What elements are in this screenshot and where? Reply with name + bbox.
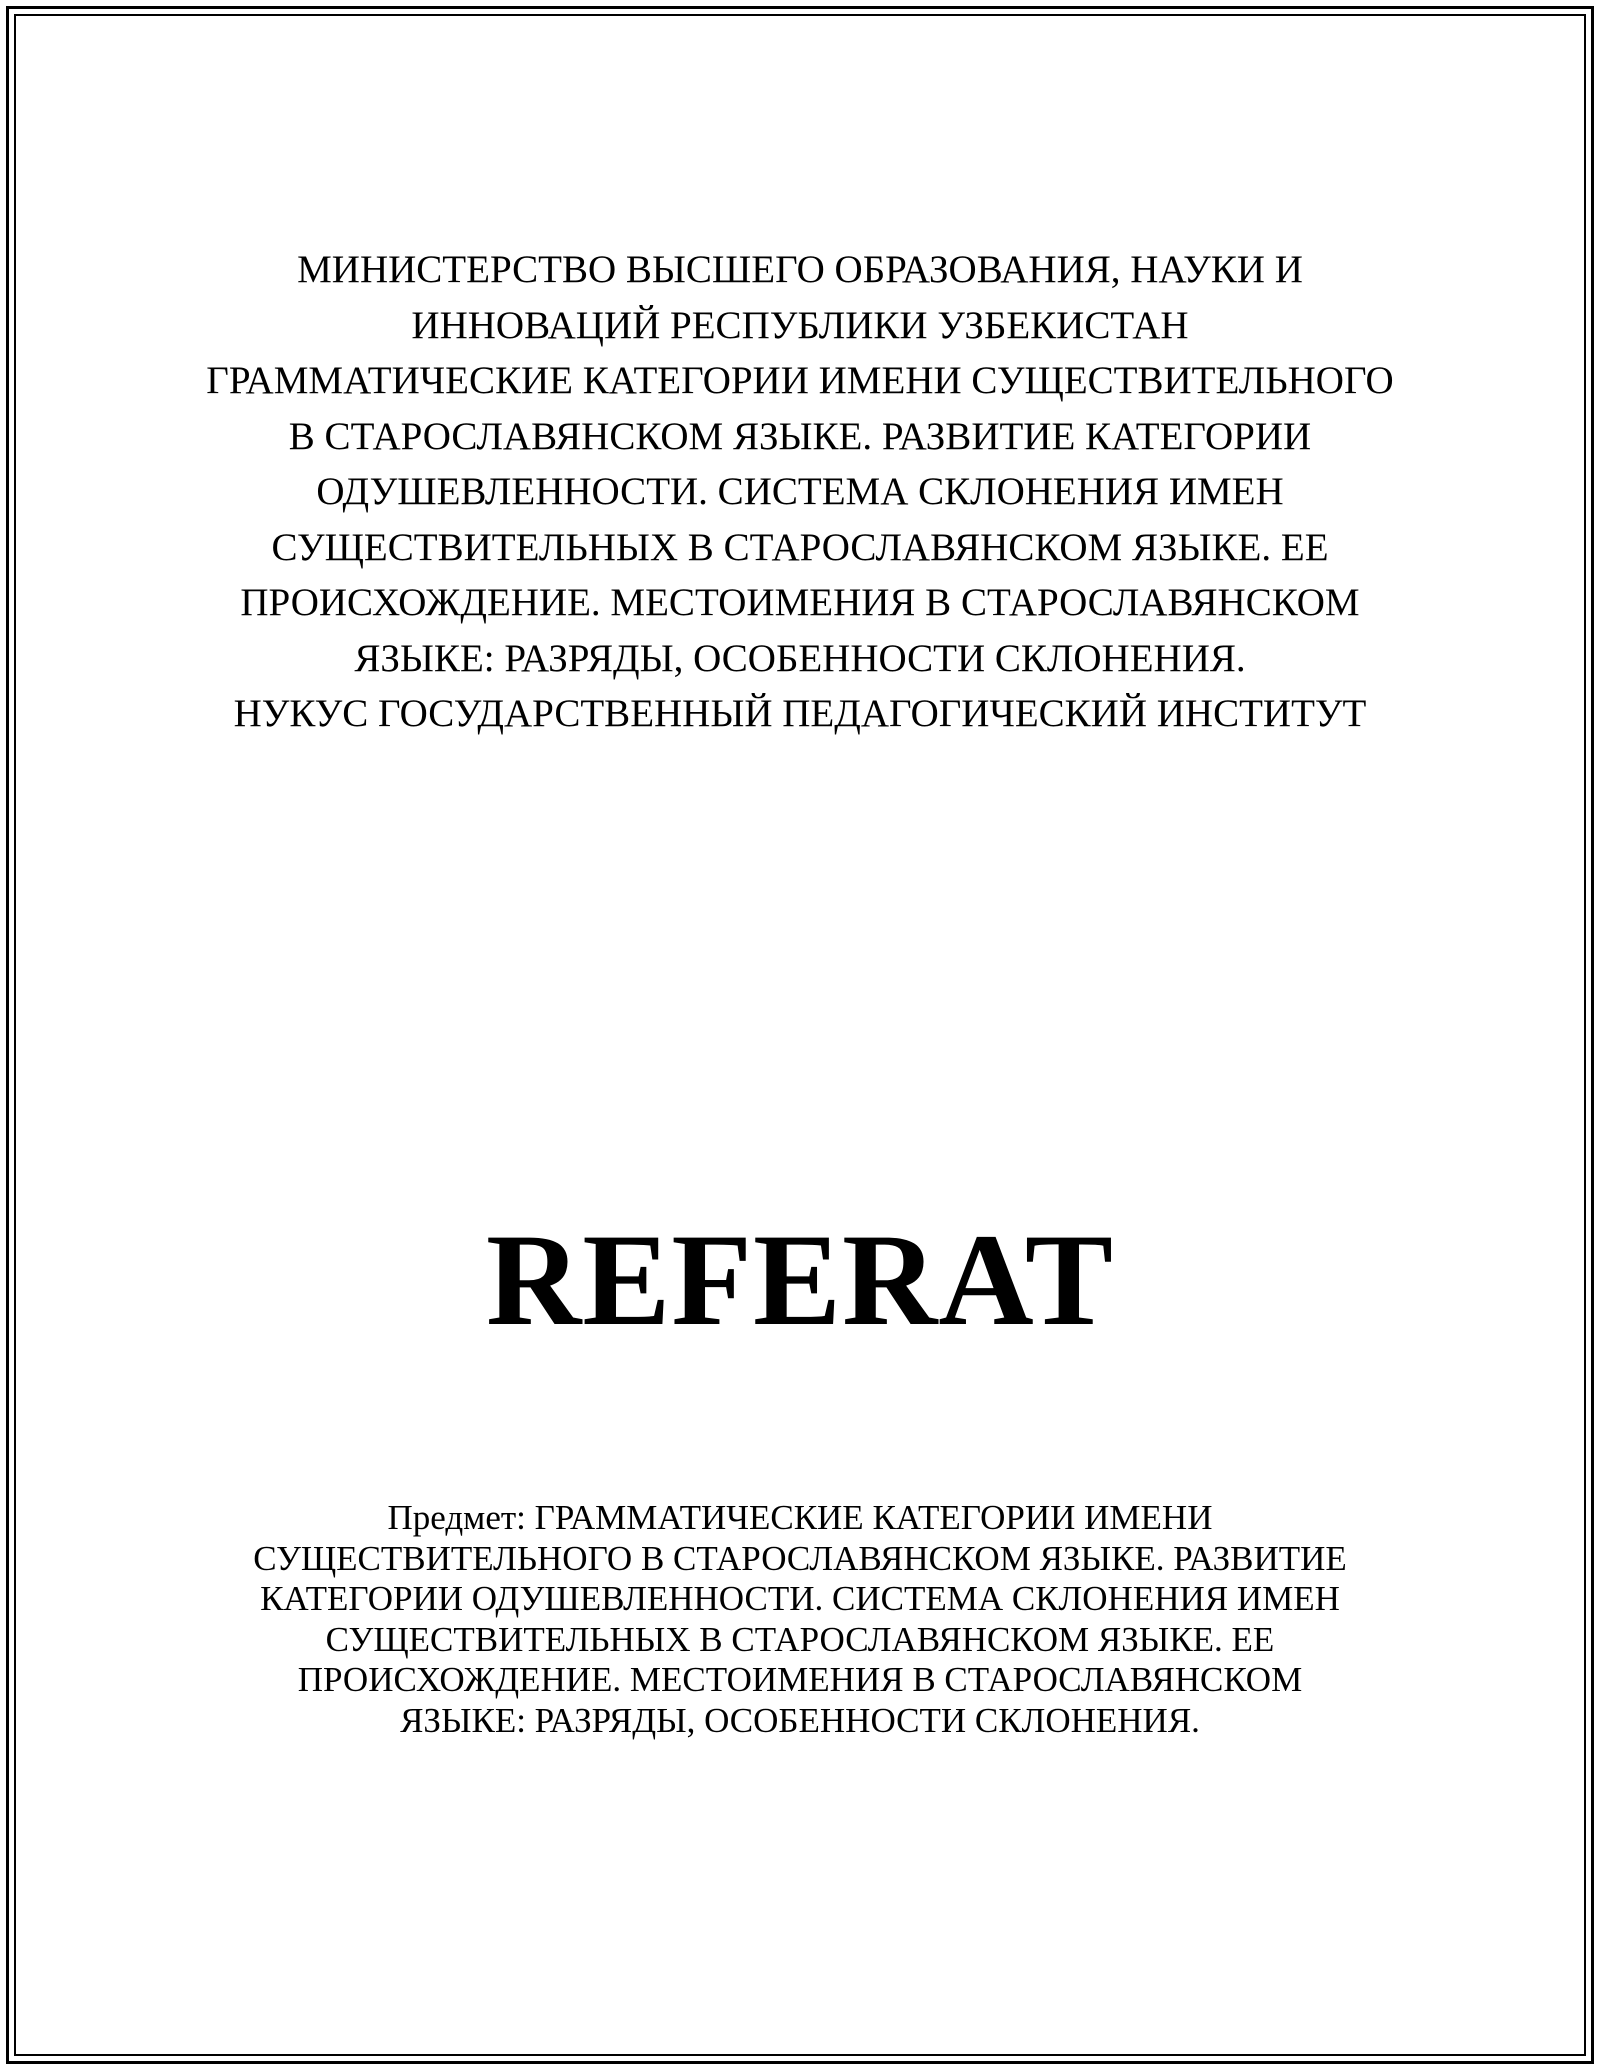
institution-name: НУКУС ГОСУДАРСТВЕННЫЙ ПЕДАГОГИЧЕСКИЙ ИНСТИТУТ <box>233 692 1367 735</box>
ministry-name: МИНИСТЕРСТВО ВЫСШЕГО ОБРАЗОВАНИЯ, НАУКИ И ИННОВАЦИЙ РЕСПУБЛИКИ УЗБЕКИСТАН <box>297 248 1303 347</box>
subject-label: Предмет: <box>387 1498 526 1537</box>
topic-title: ГРАММАТИЧЕСКИЕ КАТЕГОРИИ ИМЕНИ СУЩЕСТВИТЕЛЬНОГО В СТАРОСЛАВЯНСКОМ ЯЗЫКЕ. РАЗВИТИЕ КАТЕГОРИИ ОДУШЕВЛЕННОСТИ. СИСТЕМА СКЛОНЕНИЯ ИМЕН СУЩЕСТВИТЕЛЬНЫХ В СТАРОСЛАВЯНСКОМ ЯЗЫКЕ. ЕЕ ПРОИСХОЖДЕНИЕ. МЕСТОИМЕНИЯ В СТАРОСЛАВЯНСКОМ ЯЗЫКЕ: РАЗРЯДЫ, ОСОБЕННОСТИ СКЛОНЕНИЯ. <box>206 359 1394 680</box>
subject-block <box>250 1498 1350 1741</box>
title-page-header <box>200 242 1400 742</box>
document-type-heading: REFERAT <box>486 1206 1114 1353</box>
subject-text: ГРАММАТИЧЕСКИЕ КАТЕГОРИИ ИМЕНИ СУЩЕСТВИТЕЛЬНОГО В СТАРОСЛАВЯНСКОМ ЯЗЫКЕ. РАЗВИТИЕ КАТЕГОРИИ ОДУШЕВЛЕННОСТИ. СИСТЕМА СКЛОНЕНИЯ ИМЕН СУЩЕСТВИТЕЛЬНЫХ В СТАРОСЛАВЯНСКОМ ЯЗЫКЕ. ЕЕ ПРОИСХОЖДЕНИЕ. МЕСТОИМЕНИЯ В СТАРОСЛАВЯНСКОМ ЯЗЫКЕ: РАЗРЯДЫ, ОСОБЕННОСТИ СКЛОНЕНИЯ. <box>253 1498 1347 1740</box>
